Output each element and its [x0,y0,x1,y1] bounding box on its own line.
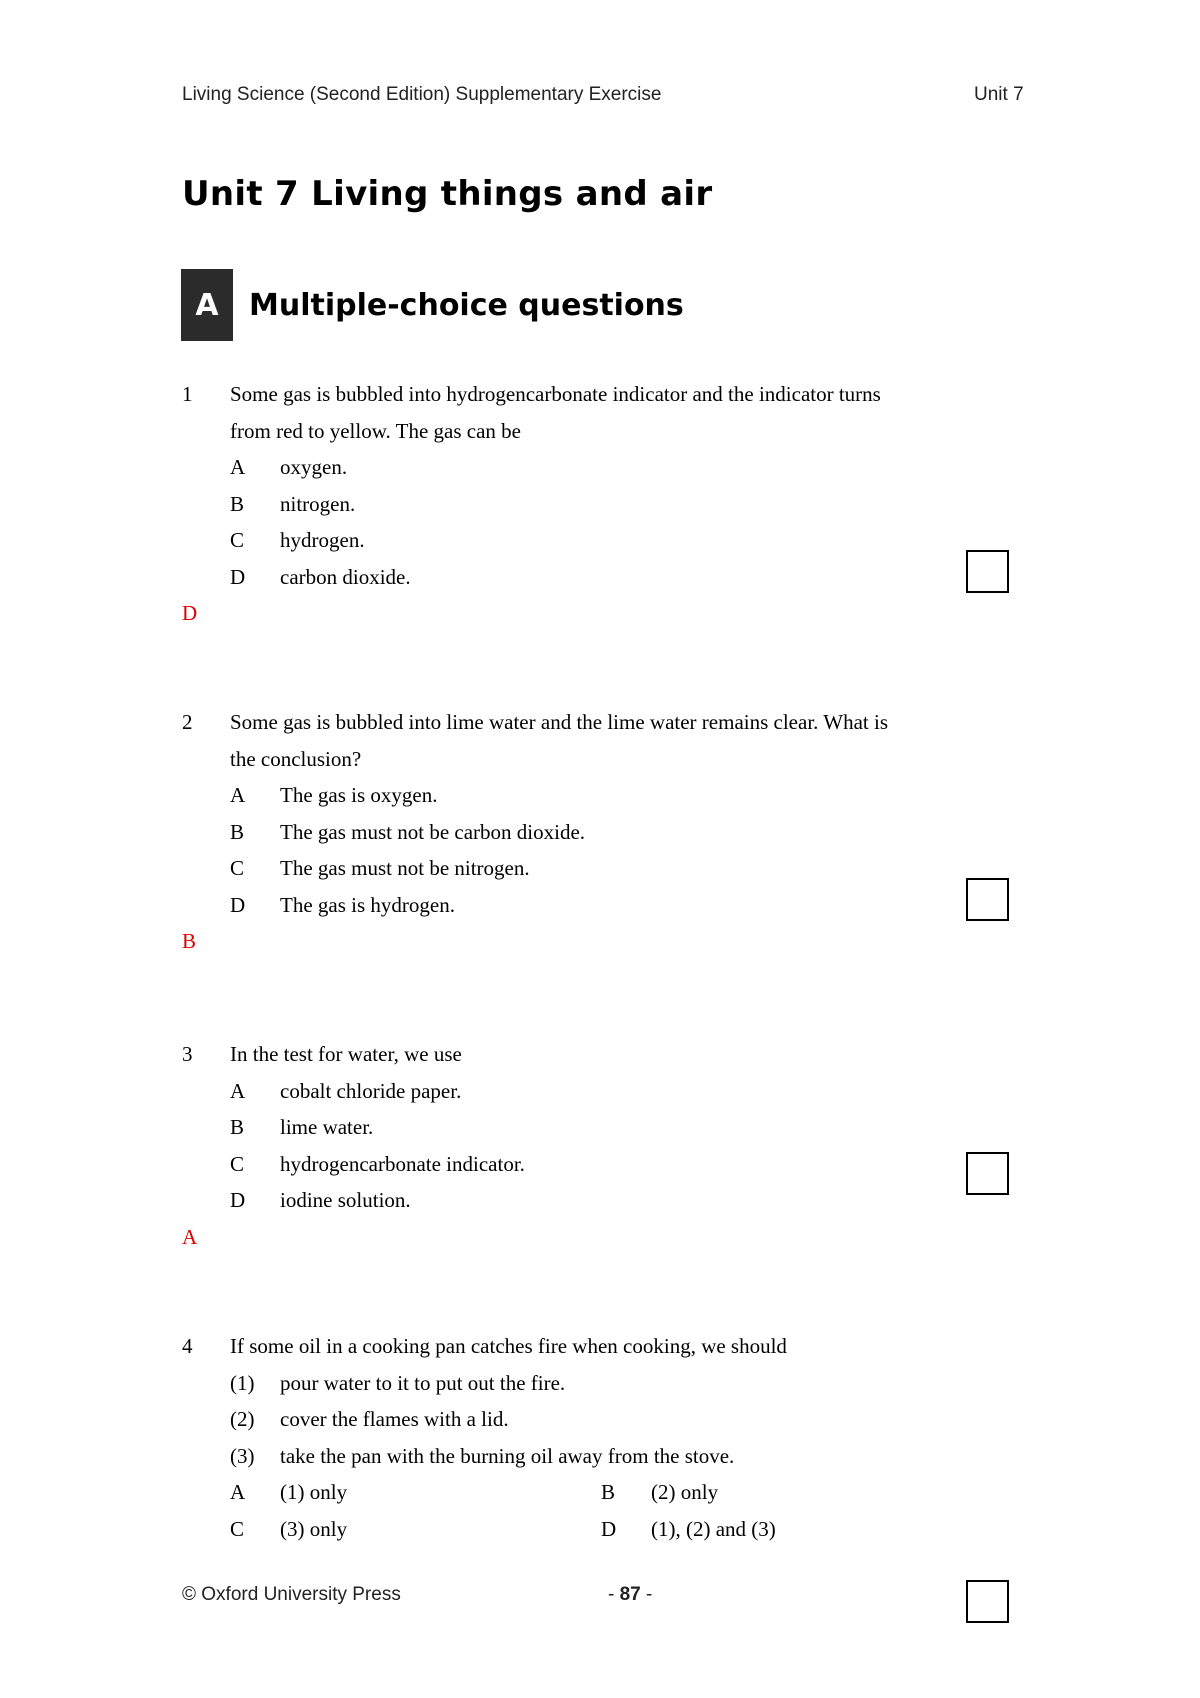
statement-2 [0,1401,1200,1438]
option-a [0,1073,1200,1110]
answer-box[interactable] [966,878,1009,921]
question-stem-text: the conclusion? [230,746,362,771]
footer-copyright: © Oxford University Press [182,1584,401,1605]
question-stem-text: In the test for water, we use [230,1042,462,1066]
running-header-unit: Unit 7 [974,84,1024,105]
page-number: 87 [619,1584,641,1605]
option-text: (3) only [280,1516,348,1541]
question-stem-line [0,741,1200,778]
option-text: (1), (2) and (3) [651,1516,776,1541]
answer-row [0,1219,1200,1256]
option-text: lime water. [280,1115,374,1139]
question-number: 1 [182,382,193,406]
statement-text: pour water to it to put out the fire. [280,1370,566,1395]
option-text: The gas is hydrogen. [280,892,455,917]
answer-key: A [182,1224,198,1249]
question-4 [0,1328,1200,1547]
option-letter: B [230,1115,245,1139]
question-stem-text: Some gas is bubbled into hydrogencarbonate indicator and the indicator turns [230,382,881,406]
question-stem-line [0,1036,1200,1073]
option-letter: D [601,1516,617,1541]
question-stem-line [0,704,1200,741]
option-letter: A [230,1078,246,1103]
question-2 [0,704,1200,960]
answer-key: D [182,601,198,625]
option-letter: D [230,892,246,917]
option-c [0,522,1200,559]
option-letter: C [230,856,245,880]
option-letter: D [230,564,246,589]
option-letter: C [230,528,245,552]
option-a [0,777,1200,814]
question-1 [0,376,1200,632]
statement-1 [0,1365,1200,1402]
question-stem-text: If some oil in a cooking pan catches fire when cooking, we should [230,1334,787,1358]
question-stem-text: from red to yellow. The gas can be [230,418,521,443]
option-text: hydrogen. [280,528,365,552]
option-letter: B [601,1480,616,1504]
question-3 [0,1036,1200,1255]
section-title: Multiple-choice questions [249,288,684,323]
question-number: 4 [182,1334,193,1358]
answer-row [0,595,1200,632]
running-header-title: Living Science (Second Edition) Supplementary Exercise [182,84,662,105]
page-suffix: - [640,1584,653,1605]
option-d [0,887,1200,924]
option-letter: B [230,491,245,516]
option-text: (2) only [651,1480,719,1504]
answer-key: B [182,929,197,953]
statement-label: (3) [230,1443,255,1468]
option-d [0,1182,1200,1219]
option-text: oxygen. [280,455,348,479]
statement-text: cover the flames with a lid. [280,1407,509,1431]
question-stem-line [0,413,1200,450]
answer-box[interactable] [966,1580,1009,1623]
statement-label: (1) [230,1370,255,1395]
page-prefix: - [608,1584,620,1605]
statement-text: take the pan with the burning oil away from the stove. [280,1443,735,1468]
answer-box[interactable] [966,1152,1009,1195]
option-c [0,850,1200,887]
option-letter: D [230,1188,246,1212]
question-stem-line [0,376,1200,413]
option-b [0,814,1200,851]
option-b [0,1109,1200,1146]
option-text: The gas is oxygen. [280,783,438,807]
section-letter-badge: A [181,269,233,341]
option-d [0,559,1200,596]
option-text: hydrogencarbonate indicator. [280,1151,525,1176]
option-letter: B [230,819,245,844]
unit-title: Unit 7 Living things and air [182,174,713,214]
question-stem-line [0,1328,1200,1365]
option-letter: C [230,1516,245,1541]
option-letter: C [230,1151,245,1176]
statement-label: (2) [230,1407,255,1431]
option-a [0,449,1200,486]
option-text: The gas must not be nitrogen. [280,856,530,880]
option-b [0,486,1200,523]
option-text: nitrogen. [280,491,356,516]
option-row-ab [0,1474,1200,1511]
option-text: The gas must not be carbon dioxide. [280,819,586,844]
question-stem-text: Some gas is bubbled into lime water and the lime water remains clear. What is [230,710,889,734]
answer-row [0,923,1200,960]
option-text: cobalt chloride paper. [280,1078,462,1103]
question-number: 2 [182,710,193,734]
option-text: carbon dioxide. [280,564,411,589]
option-c [0,1146,1200,1183]
answer-box[interactable] [966,550,1009,593]
option-letter: A [230,783,246,807]
option-text: iodine solution. [280,1188,411,1212]
footer-page-number [608,1584,652,1606]
statement-3 [0,1438,1200,1475]
question-number: 3 [182,1042,193,1066]
option-letter: A [230,1480,246,1504]
option-text: (1) only [280,1480,348,1504]
option-row-cd [0,1511,1200,1548]
option-letter: A [230,455,246,479]
